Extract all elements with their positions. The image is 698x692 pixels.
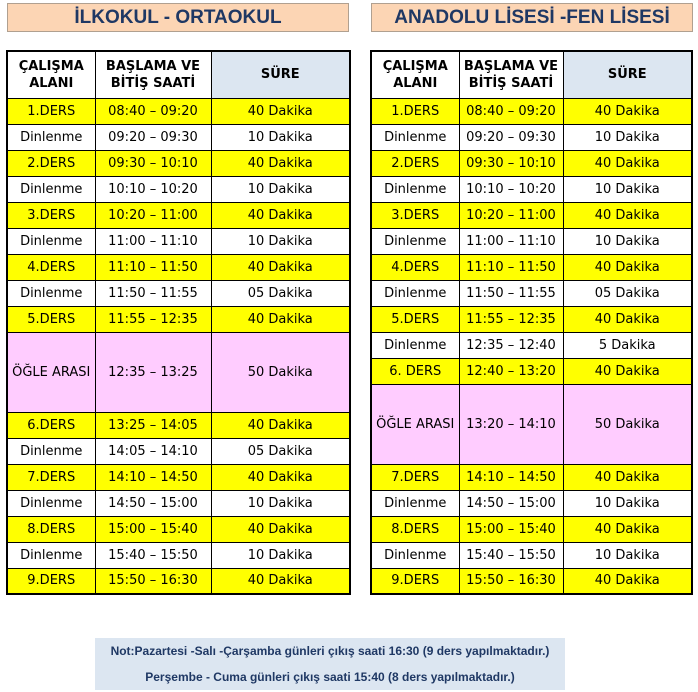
cell-sure: 10 Dakika	[563, 176, 692, 202]
cell-calisma-alani: Dinlenme	[371, 176, 459, 202]
table-row	[7, 306, 350, 332]
cell-sure: 40 Dakika	[211, 568, 350, 594]
cell-sure: 5 Dakika	[563, 332, 692, 358]
table-row	[7, 254, 350, 280]
table-row	[7, 490, 350, 516]
cell-saat: 14:50 – 15:00	[459, 490, 563, 516]
table-row	[7, 438, 350, 464]
table-row	[371, 124, 692, 150]
note-line-1: Not:Pazartesi -Salı -Çarşamba günleri çıkış saati 16:30 (9 ders yapılmaktadır.)	[110, 644, 550, 658]
cell-sure: 40 Dakika	[563, 150, 692, 176]
title-anadolu-fen-lisesi: ANADOLU LİSESİ -FEN LİSESİ	[371, 3, 693, 32]
cell-sure: 40 Dakika	[211, 202, 350, 228]
cell-sure: 40 Dakika	[211, 150, 350, 176]
cell-saat: 15:00 – 15:40	[95, 516, 211, 542]
cell-sure: 40 Dakika	[563, 358, 692, 384]
table-row	[7, 280, 350, 306]
cell-saat: 11:55 – 12:35	[459, 306, 563, 332]
cell-calisma-alani: Dinlenme	[371, 490, 459, 516]
cell-sure: 40 Dakika	[563, 202, 692, 228]
header-sure: SÜRE	[211, 51, 350, 98]
table-body	[371, 98, 692, 594]
table-row	[7, 542, 350, 568]
cell-calisma-alani: Dinlenme	[371, 124, 459, 150]
cell-sure: 40 Dakika	[563, 464, 692, 490]
cell-calisma-alani: 8.DERS	[7, 516, 95, 542]
cell-saat: 11:10 – 11:50	[459, 254, 563, 280]
cell-saat: 11:00 – 11:10	[459, 228, 563, 254]
cell-saat: 09:30 – 10:10	[95, 150, 211, 176]
table-row	[371, 228, 692, 254]
table-row	[371, 202, 692, 228]
cell-saat: 15:50 – 16:30	[459, 568, 563, 594]
table-row	[371, 516, 692, 542]
cell-sure: 50 Dakika	[563, 384, 692, 464]
table-row	[371, 358, 692, 384]
cell-saat: 12:35 – 13:25	[95, 332, 211, 412]
cell-sure: 10 Dakika	[211, 542, 350, 568]
cell-calisma-alani: Dinlenme	[371, 542, 459, 568]
cell-sure: 40 Dakika	[563, 516, 692, 542]
table-row	[371, 254, 692, 280]
header-baslama-bitis: BAŞLAMA VE BİTİŞ SAATİ	[459, 51, 563, 98]
cell-calisma-alani: 4.DERS	[7, 254, 95, 280]
cell-saat: 11:55 – 12:35	[95, 306, 211, 332]
cell-saat: 15:50 – 16:30	[95, 568, 211, 594]
cell-saat: 08:40 – 09:20	[95, 98, 211, 124]
cell-calisma-alani: 5.DERS	[371, 306, 459, 332]
cell-saat: 14:50 – 15:00	[95, 490, 211, 516]
table-row	[7, 202, 350, 228]
cell-sure: 40 Dakika	[563, 254, 692, 280]
cell-calisma-alani: 2.DERS	[7, 150, 95, 176]
cell-sure: 10 Dakika	[211, 490, 350, 516]
cell-sure: 40 Dakika	[211, 254, 350, 280]
cell-calisma-alani: 7.DERS	[7, 464, 95, 490]
cell-sure: 40 Dakika	[563, 98, 692, 124]
cell-calisma-alani: 6. DERS	[371, 358, 459, 384]
cell-calisma-alani: ÖĞLE ARASI	[371, 384, 459, 464]
table-row	[371, 306, 692, 332]
cell-saat: 09:20 – 09:30	[459, 124, 563, 150]
cell-calisma-alani: Dinlenme	[371, 228, 459, 254]
cell-saat: 10:20 – 11:00	[459, 202, 563, 228]
note-line-2: Perşembe - Cuma günleri çıkış saati 15:40 (8 ders yapılmaktadır.)	[145, 670, 515, 684]
cell-calisma-alani: Dinlenme	[371, 280, 459, 306]
header-calisma-alani: ÇALIŞMA ALANI	[7, 51, 95, 98]
cell-sure: 10 Dakika	[211, 124, 350, 150]
table-row	[7, 228, 350, 254]
cell-saat: 15:00 – 15:40	[459, 516, 563, 542]
table-row	[371, 150, 692, 176]
cell-calisma-alani: 3.DERS	[371, 202, 459, 228]
table-row	[371, 490, 692, 516]
table-row	[7, 124, 350, 150]
cell-saat: 11:00 – 11:10	[95, 228, 211, 254]
cell-calisma-alani: 3.DERS	[7, 202, 95, 228]
cell-saat: 12:40 – 13:20	[459, 358, 563, 384]
cell-calisma-alani: 7.DERS	[371, 464, 459, 490]
cell-sure: 10 Dakika	[211, 228, 350, 254]
schedule-table-lise	[370, 50, 693, 595]
cell-saat: 10:20 – 11:00	[95, 202, 211, 228]
table-row	[7, 332, 350, 412]
cell-calisma-alani: 4.DERS	[371, 254, 459, 280]
cell-calisma-alani: Dinlenme	[7, 438, 95, 464]
cell-calisma-alani: Dinlenme	[7, 490, 95, 516]
cell-saat: 09:20 – 09:30	[95, 124, 211, 150]
cell-sure: 40 Dakika	[211, 464, 350, 490]
table-row	[7, 150, 350, 176]
cell-sure: 05 Dakika	[211, 438, 350, 464]
cell-saat: 13:20 – 14:10	[459, 384, 563, 464]
cell-sure: 05 Dakika	[211, 280, 350, 306]
table-row	[371, 542, 692, 568]
table-row	[371, 98, 692, 124]
cell-calisma-alani: ÖĞLE ARASI	[7, 332, 95, 412]
cell-saat: 11:50 – 11:55	[459, 280, 563, 306]
cell-calisma-alani: 1.DERS	[371, 98, 459, 124]
cell-saat: 14:05 – 14:10	[95, 438, 211, 464]
table-row	[371, 176, 692, 202]
schedule-table-ilkokul	[6, 50, 351, 595]
cell-saat: 14:10 – 14:50	[459, 464, 563, 490]
cell-calisma-alani: 9.DERS	[7, 568, 95, 594]
cell-saat: 11:50 – 11:55	[95, 280, 211, 306]
cell-sure: 10 Dakika	[211, 176, 350, 202]
note-box	[95, 638, 565, 690]
cell-sure: 40 Dakika	[211, 412, 350, 438]
cell-saat: 12:35 – 12:40	[459, 332, 563, 358]
table-row	[371, 464, 692, 490]
cell-calisma-alani: 5.DERS	[7, 306, 95, 332]
table-row	[371, 568, 692, 594]
table-row	[7, 516, 350, 542]
cell-sure: 40 Dakika	[211, 516, 350, 542]
cell-sure: 10 Dakika	[563, 228, 692, 254]
cell-saat: 15:40 – 15:50	[459, 542, 563, 568]
cell-calisma-alani: Dinlenme	[7, 228, 95, 254]
cell-saat: 14:10 – 14:50	[95, 464, 211, 490]
cell-sure: 10 Dakika	[563, 124, 692, 150]
cell-saat: 11:10 – 11:50	[95, 254, 211, 280]
table-row	[7, 98, 350, 124]
header-sure: SÜRE	[563, 51, 692, 98]
cell-calisma-alani: 8.DERS	[371, 516, 459, 542]
cell-calisma-alani: 6.DERS	[7, 412, 95, 438]
cell-sure: 40 Dakika	[563, 306, 692, 332]
cell-saat: 15:40 – 15:50	[95, 542, 211, 568]
cell-sure: 40 Dakika	[211, 306, 350, 332]
cell-calisma-alani: Dinlenme	[7, 542, 95, 568]
cell-calisma-alani: Dinlenme	[7, 124, 95, 150]
table-row	[371, 280, 692, 306]
cell-saat: 09:30 – 10:10	[459, 150, 563, 176]
cell-sure: 40 Dakika	[211, 98, 350, 124]
title-ilkokul-ortaokul: İLKOKUL - ORTAOKUL	[7, 3, 349, 32]
table-header-row	[7, 51, 350, 98]
cell-sure: 50 Dakika	[211, 332, 350, 412]
cell-sure: 05 Dakika	[563, 280, 692, 306]
cell-calisma-alani: 9.DERS	[371, 568, 459, 594]
cell-saat: 10:10 – 10:20	[459, 176, 563, 202]
table-row	[7, 176, 350, 202]
cell-sure: 40 Dakika	[563, 568, 692, 594]
cell-calisma-alani: Dinlenme	[371, 332, 459, 358]
cell-calisma-alani: Dinlenme	[7, 176, 95, 202]
table-row	[371, 332, 692, 358]
header-baslama-bitis: BAŞLAMA VE BİTİŞ SAATİ	[95, 51, 211, 98]
cell-calisma-alani: 2.DERS	[371, 150, 459, 176]
cell-saat: 10:10 – 10:20	[95, 176, 211, 202]
table-row	[371, 384, 692, 464]
table-header-row	[371, 51, 692, 98]
cell-sure: 10 Dakika	[563, 542, 692, 568]
table-row	[7, 412, 350, 438]
cell-saat: 08:40 – 09:20	[459, 98, 563, 124]
cell-calisma-alani: 1.DERS	[7, 98, 95, 124]
table-body	[7, 98, 350, 594]
cell-calisma-alani: Dinlenme	[7, 280, 95, 306]
table-row	[7, 568, 350, 594]
cell-saat: 13:25 – 14:05	[95, 412, 211, 438]
table-row	[7, 464, 350, 490]
header-calisma-alani: ÇALIŞMA ALANI	[371, 51, 459, 98]
cell-sure: 10 Dakika	[563, 490, 692, 516]
